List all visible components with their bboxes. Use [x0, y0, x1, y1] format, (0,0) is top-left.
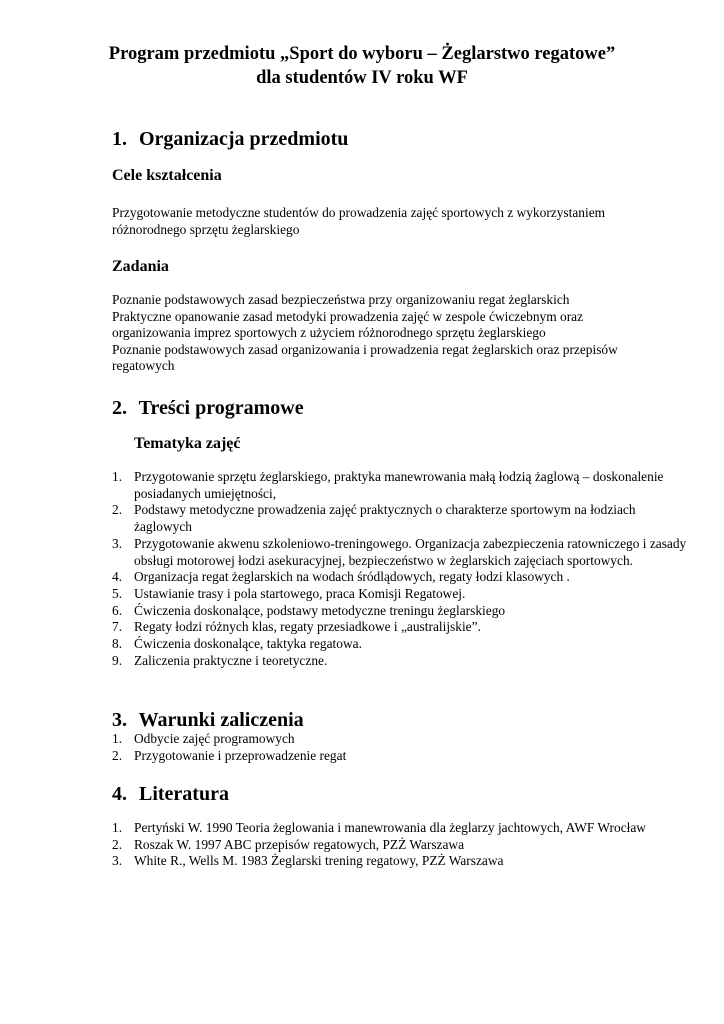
cele-line: różnorodnego sprzętu żeglarskiego	[112, 221, 300, 237]
list-item-number: 8.	[112, 636, 123, 652]
list-item-text: Zaliczenia praktyczne i teoretyczne.	[134, 652, 328, 668]
list-item-text: Regaty łodzi różnych klas, regaty przesiadkowe i „australijskie”.	[134, 619, 481, 635]
section-1-number: 1.	[112, 128, 127, 150]
zadania-line: Poznanie podstawowych zasad bezpieczeństwa przy organizowaniu regat żeglarskich	[112, 292, 570, 307]
cele-line: Przygotowanie metodyczne studentów do prowadzenia zajęć sportowych z wykorzystaniem	[112, 205, 606, 220]
list-item-text: Roszak W. 1997 ABC przepisów regatowych, PZŻ Warszawa	[134, 836, 465, 852]
section-4-heading	[112, 782, 229, 806]
literatura-list	[112, 820, 687, 870]
list-item	[112, 502, 687, 535]
list-item-text: Odbycie zajęć programowych	[134, 731, 295, 746]
list-item	[112, 536, 687, 569]
section-4-number: 4.	[112, 783, 127, 805]
list-item-text: White R., Wells M. 1983 Żeglarski trening regatowy, PZŻ Warszawa	[134, 853, 504, 869]
zadania-paragraph	[112, 292, 687, 375]
list-item	[112, 586, 687, 603]
section-2-number: 2.	[112, 397, 127, 419]
list-item	[112, 748, 687, 765]
list-item-text: Organizacja regat żeglarskich na wodach śródlądowych, regaty łodzi klasowych .	[134, 569, 570, 585]
list-item-number: 5.	[112, 585, 123, 601]
list-item-number: 1.	[112, 820, 123, 835]
list-item	[112, 731, 687, 748]
tematyka-list	[112, 469, 687, 669]
section-4-title: Literatura	[139, 783, 229, 805]
list-item-number: 9.	[112, 652, 123, 668]
list-item-number: 4.	[112, 569, 123, 585]
document-title	[40, 42, 684, 90]
list-item	[112, 837, 687, 854]
list-item-text: Pertyński W. 1990 Teoria żeglowania i manewrowania dla żeglarzy jachtowych, AWF Wrocław	[134, 820, 646, 835]
list-item	[112, 853, 687, 870]
section-2-heading	[112, 396, 304, 420]
cele-paragraph	[112, 205, 687, 238]
list-item-number: 3.	[112, 853, 123, 869]
title-line-1: Program przedmiotu „Sport do wyboru – Żeglarstwo regatowe”	[108, 44, 616, 64]
list-item	[112, 603, 687, 620]
list-item-number: 1.	[112, 469, 123, 484]
list-item-text: Przygotowanie sprzętu żeglarskiego, praktyka manewrowania małą łodzią żaglową – doskonalenie posiadanych umiejętności,	[134, 469, 664, 501]
list-item-number: 2.	[112, 502, 123, 518]
tematyka-heading: Tematyka zajęć	[134, 435, 241, 452]
zadania-line: organizowania imprez sportowych z użyciem różnorodnego sprzętu żeglarskiego	[112, 325, 546, 341]
list-item-number: 1.	[112, 731, 123, 746]
section-1-title: Organizacja przedmiotu	[139, 128, 349, 150]
zadania-heading: Zadania	[112, 258, 169, 275]
list-item-number: 3.	[112, 535, 123, 551]
section-3-title: Warunki zaliczenia	[138, 709, 304, 731]
list-item-text: Podstawy metodyczne prowadzenia zajęć praktycznych o charakterze sportowym na łodziach żaglowych	[134, 502, 636, 535]
list-item-text: Przygotowanie akwenu szkoleniowo-treningowego. Organizacja zabezpieczenia ratowniczego i zasady obsługi motorowej łodzi asekuracyjnej, bezpieczeństwo w żeglarskich zajęciach sportowych.	[134, 535, 687, 568]
list-item-number: 6.	[112, 602, 123, 618]
zadania-line: regatowych	[112, 358, 175, 374]
list-item	[112, 619, 687, 636]
list-item-text: Przygotowanie i przeprowadzenie regat	[134, 747, 347, 763]
section-1-heading	[112, 127, 348, 151]
list-item	[112, 469, 687, 502]
section-2-title: Treści programowe	[138, 397, 304, 419]
list-item-text: Ćwiczenia doskonalące, taktyka regatowa.	[134, 636, 362, 652]
list-item-number: 2.	[112, 836, 123, 852]
warunki-list	[112, 731, 687, 764]
section-3-heading	[112, 708, 304, 732]
cele-heading: Cele kształcenia	[112, 167, 222, 184]
zadania-line: Poznanie podstawowych zasad organizowania i prowadzenia regat żeglarskich oraz przepisów	[112, 341, 618, 357]
zadania-line: Praktyczne opanowanie zasad metodyki prowadzenia zajęć w zespole ćwiczebnym oraz	[112, 308, 584, 324]
list-item-text: Ustawianie trasy i pola startowego, praca Komisji Regatowej.	[134, 585, 466, 601]
list-item-number: 7.	[112, 619, 123, 635]
list-item	[112, 636, 687, 653]
list-item	[112, 653, 687, 670]
list-item-number: 2.	[112, 747, 123, 763]
list-item	[112, 569, 687, 586]
section-3-number: 3.	[112, 709, 127, 731]
list-item	[112, 820, 687, 837]
title-line-2: dla studentów IV roku WF	[256, 68, 468, 88]
list-item-text: Ćwiczenia doskonalące, podstawy metodyczne treningu żeglarskiego	[134, 602, 506, 618]
